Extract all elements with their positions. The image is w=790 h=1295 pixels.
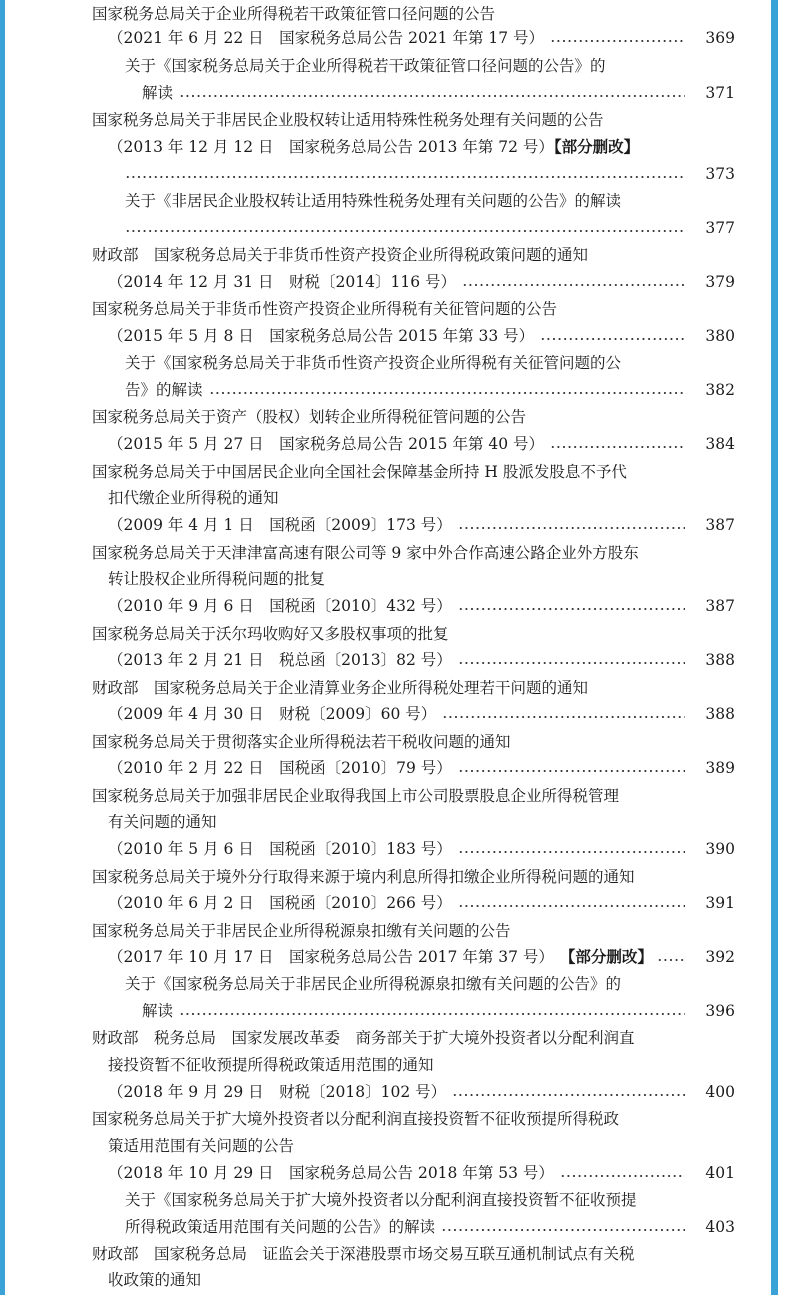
leader-dots (657, 959, 685, 961)
toc-entry-title-cont: 所得税政策适用范围有关问题的公告》的解读 (125, 1218, 436, 1236)
page-number[interactable]: 380 (705, 327, 735, 345)
leader-dots (550, 446, 685, 448)
toc-entry-citation: （2013 年 12 月 12 日 国家税务总局公告 2013 年第 72 号） (108, 138, 554, 156)
page-number[interactable]: 392 (705, 948, 735, 966)
toc-entry-title-cont: 告》的解读 (125, 381, 203, 399)
toc-entry-citation: （2009 年 4 月 1 日 国税函〔2009〕173 号） (108, 516, 452, 534)
leader-dots (458, 905, 685, 907)
toc-entry-citation-row (125, 378, 735, 402)
toc-entry-title[interactable]: 国家税务总局关于天津津富高速有限公司等 9 家中外合作高速公路企业外方股东 (92, 544, 639, 562)
toc-entry-citation-row (108, 513, 735, 537)
toc-entry-citation-row (108, 270, 735, 294)
toc-entry-citation: （2014 年 12 月 31 日 财税〔2014〕116 号） (108, 273, 456, 291)
leader-dots (540, 338, 685, 340)
leader-dots (179, 95, 685, 97)
page-number[interactable]: 369 (705, 29, 735, 47)
toc-entry-citation: （2010 年 6 月 2 日 国税函〔2010〕266 号） (108, 894, 452, 912)
toc-entry-title[interactable]: 关于《国家税务总局关于扩大境外投资者以分配利润直接投资暂不征收预提 (125, 1191, 637, 1209)
toc-entry-citation: （2021 年 6 月 22 日 国家税务总局公告 2021 年第 17 号） (108, 29, 545, 47)
page-number[interactable]: 396 (705, 1002, 735, 1020)
page-number[interactable]: 373 (705, 165, 735, 183)
toc-entry-title-line2[interactable]: 接投资暂不征收预提所得税政策适用范围的通知 (108, 1056, 434, 1074)
leader-dots (458, 662, 685, 664)
toc-entry-title-line2[interactable]: 收政策的通知 (108, 1271, 202, 1289)
page-number[interactable]: 389 (705, 759, 735, 777)
leader-dots (125, 176, 685, 178)
leader-dots (458, 608, 685, 610)
leader-dots (458, 527, 685, 529)
toc-entry-title[interactable]: 国家税务总局关于中国居民企业向全国社会保障基金所持 H 股派发股息不予代 (92, 463, 627, 481)
page-number[interactable]: 387 (705, 597, 735, 615)
toc-entry-title[interactable]: 国家税务总局关于贯彻落实企业所得税法若干税收问题的通知 (92, 733, 511, 751)
toc-entry-citation-row (125, 1215, 735, 1239)
toc-entry-citation-row (108, 945, 735, 969)
leader-dots (179, 1013, 685, 1015)
toc-entry-title-line2[interactable]: 有关问题的通知 (108, 813, 217, 831)
toc-entry-citation: （2013 年 2 月 21 日 税总函〔2013〕82 号） (108, 651, 452, 669)
toc-entry-title[interactable]: 关于《国家税务总局关于企业所得税若干政策征管口径问题的公告》的 (125, 57, 606, 75)
page-number[interactable]: 388 (705, 651, 735, 669)
toc-entry-citation-row (108, 648, 735, 672)
toc-entry-citation: （2018 年 10 月 29 日 国家税务总局公告 2018 年第 53 号） (108, 1164, 554, 1182)
leader-dots (550, 40, 685, 42)
leader-dots (462, 284, 685, 286)
page-number[interactable]: 382 (705, 381, 735, 399)
toc-entry-title[interactable]: 财政部 国家税务总局关于企业清算业务企业所得税处理若干问题的通知 (92, 679, 589, 697)
toc-entry-citation-row (108, 135, 639, 159)
toc-entry-citation-row (108, 837, 735, 861)
toc-entry-citation: （2010 年 5 月 6 日 国税函〔2010〕183 号） (108, 840, 452, 858)
page-number[interactable]: 401 (705, 1164, 735, 1182)
revision-tag: 【部分删改】 (559, 947, 653, 966)
toc-entry-citation: （2010 年 2 月 22 日 国税函〔2010〕79 号） (108, 759, 452, 777)
toc-entry-citation-row (108, 1161, 735, 1185)
page-number[interactable]: 377 (705, 219, 735, 237)
toc-entry-title[interactable]: 财政部 国家税务总局 证监会关于深港股票市场交易互联互通机制试点有关税 (92, 1245, 635, 1263)
leader-dots (452, 1094, 685, 1096)
toc-entry-title-line2[interactable]: 策适用范围有关问题的公告 (108, 1137, 295, 1155)
page-number[interactable]: 387 (705, 516, 735, 534)
toc-entry-citation: （2009 年 4 月 30 日 财税〔2009〕60 号） (108, 705, 437, 723)
leader-dots (209, 392, 685, 394)
toc-entry-citation: （2017 年 10 月 17 日 国家税务总局公告 2017 年第 37 号） (108, 948, 554, 966)
leader-dots (560, 1175, 685, 1177)
page-number[interactable]: 371 (705, 84, 735, 102)
leader-dots (458, 851, 685, 853)
toc-entry-title[interactable]: 关于《国家税务总局关于非居民企业所得税源泉扣缴有关问题的公告》的 (125, 975, 622, 993)
leader-dots (442, 716, 685, 718)
toc-entry-citation-row (142, 999, 735, 1023)
toc-entry-citation-row (108, 26, 735, 50)
toc-entry-citation-row (142, 81, 735, 105)
toc-entry-citation-row (108, 891, 735, 915)
leader-dots (441, 1229, 685, 1231)
toc-entry-citation-row (108, 702, 735, 726)
toc-entry-citation-row (108, 324, 735, 348)
toc-entry-citation: （2018 年 9 月 29 日 财税〔2018〕102 号） (108, 1083, 447, 1101)
toc-entry-title[interactable]: 国家税务总局关于非居民企业股权转让适用特殊性税务处理有关问题的公告 (92, 111, 604, 129)
toc-entry-citation-row (108, 594, 735, 618)
revision-tag: 【部分删改】 (553, 137, 640, 156)
toc-entry-title[interactable]: 国家税务总局关于扩大境外投资者以分配利润直接投资暂不征收预提所得税政 (92, 1110, 620, 1128)
toc-entry-title[interactable]: 国家税务总局关于境外分行取得来源于境内利息所得扣缴企业所得税问题的通知 (92, 868, 635, 886)
page-number[interactable]: 390 (705, 840, 735, 858)
toc-entry-citation: （2015 年 5 月 8 日 国家税务总局公告 2015 年第 33 号） (108, 327, 535, 345)
toc-entry-page-row (125, 162, 735, 186)
page-number[interactable]: 403 (705, 1218, 735, 1236)
leader-dots (125, 230, 685, 232)
toc-entry-citation-row (108, 756, 735, 780)
page-number[interactable]: 391 (705, 894, 735, 912)
page-number[interactable]: 379 (705, 273, 735, 291)
toc-entry-title[interactable]: 国家税务总局关于非货币性资产投资企业所得税有关征管问题的公告 (92, 300, 558, 318)
leader-dots (458, 770, 685, 772)
page-number[interactable]: 384 (705, 435, 735, 453)
toc-entry-title[interactable]: 国家税务总局关于沃尔玛收购好又多股权事项的批复 (92, 625, 449, 643)
toc-entry-title-cont: 解读 (142, 84, 174, 102)
toc-entry-citation: （2015 年 5 月 27 日 国家税务总局公告 2015 年第 40 号） (108, 435, 545, 453)
toc-entry-citation: （2010 年 9 月 6 日 国税函〔2010〕432 号） (108, 597, 452, 615)
toc-entry-page-row (125, 216, 735, 240)
page-number[interactable]: 400 (705, 1083, 735, 1101)
toc-entry-title-line2[interactable]: 转让股权企业所得税问题的批复 (108, 570, 326, 588)
toc-entry-title[interactable]: 财政部 税务总局 国家发展改革委 商务部关于扩大境外投资者以分配利润直 (92, 1029, 635, 1047)
toc-entry-title[interactable]: 国家税务总局关于企业所得税若干政策征管口径问题的公告 (92, 5, 496, 23)
toc-entry-title[interactable]: 国家税务总局关于非居民企业所得税源泉扣缴有关问题的公告 (92, 922, 511, 940)
toc-entry-citation-row (108, 432, 735, 456)
page-number[interactable]: 388 (705, 705, 735, 723)
toc-entry-title[interactable]: 财政部 国家税务总局关于非货币性资产投资企业所得税政策问题的通知 (92, 246, 589, 264)
toc-entry-title[interactable]: 关于《非居民企业股权转让适用特殊性税务处理有关问题的公告》的解读 (125, 192, 622, 210)
toc-entry-citation-row (108, 1080, 735, 1104)
toc-entry-title-line2[interactable]: 扣代缴企业所得税的通知 (108, 489, 279, 507)
toc-entry-title[interactable]: 国家税务总局关于资产（股权）划转企业所得税征管问题的公告 (92, 408, 527, 426)
toc-entry-title[interactable]: 国家税务总局关于加强非居民企业取得我国上市公司股票股息企业所得税管理 (92, 787, 620, 805)
toc-entry-title[interactable]: 关于《国家税务总局关于非货币性资产投资企业所得税有关征管问题的公 (125, 354, 622, 372)
toc-entry-title-cont: 解读 (142, 1002, 174, 1020)
